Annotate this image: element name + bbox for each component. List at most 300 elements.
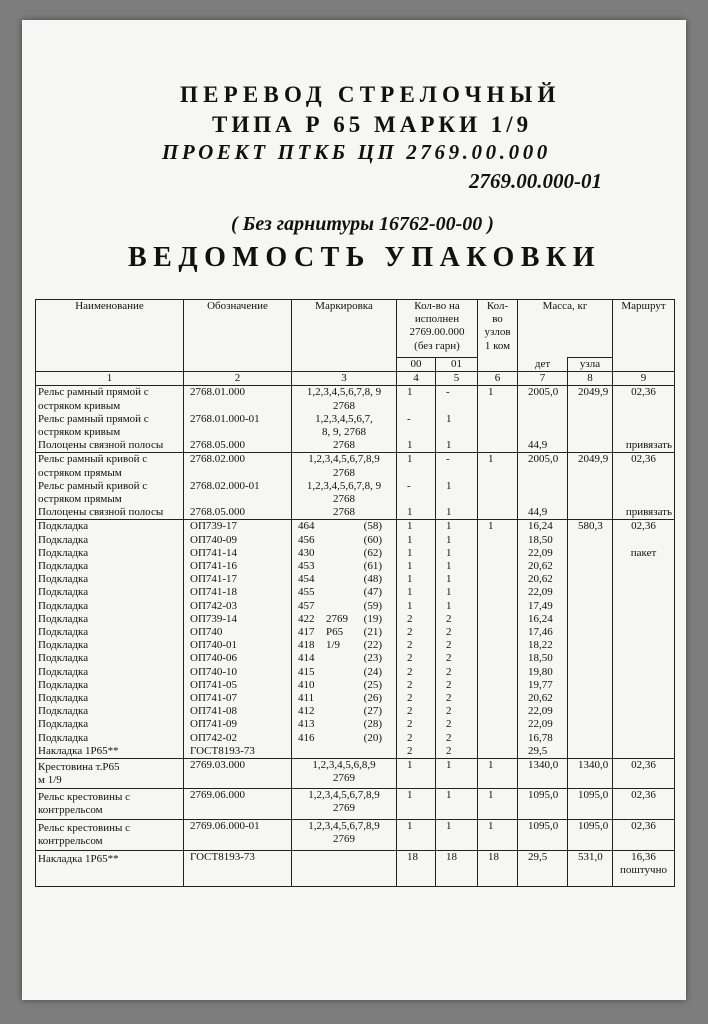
header-nodes-line: узлов	[484, 326, 511, 339]
marking-number: 430	[298, 546, 315, 559]
mass-detail-cell: 1095,0	[518, 819, 568, 850]
item-name-cell	[36, 850, 184, 886]
marking-number: 422	[298, 612, 315, 625]
qty-01-cell: 2	[436, 718, 478, 731]
marking-cell	[292, 652, 397, 665]
table-row	[36, 788, 675, 819]
qty-00-cell: 1	[397, 386, 436, 413]
qty-00-cell: 1	[397, 759, 436, 788]
table-row	[36, 718, 675, 731]
qty-00-cell: 2	[397, 732, 436, 745]
marking-number: 457	[298, 599, 315, 612]
designation-cell: 2768.02.000-01	[184, 480, 292, 506]
header-sub-node: узла	[568, 358, 613, 372]
marking-number: 416	[298, 731, 315, 744]
marking-cell	[292, 639, 397, 652]
route-cell	[613, 679, 675, 692]
mass-detail-cell: 16,24	[518, 520, 568, 534]
table-row	[36, 679, 675, 692]
item-name-cell: Подкладка	[36, 732, 184, 745]
qty-01-cell: 2	[436, 679, 478, 692]
item-name-line: Накладка 1Р65**	[38, 852, 119, 865]
mass-node-cell: 2049,9	[568, 386, 613, 413]
header-quantity-line: (без гарн)	[414, 339, 460, 352]
nodes-cell	[478, 652, 518, 665]
marking-cell	[292, 560, 397, 573]
mass-node-cell	[568, 573, 613, 586]
qty-00-cell: 1	[397, 506, 436, 520]
qty-01-cell: 18	[436, 850, 478, 886]
nodes-cell: 1	[478, 386, 518, 413]
designation-cell: ОП740-09	[184, 534, 292, 547]
designation-cell: ОП741-08	[184, 705, 292, 718]
qty-01-cell: 1	[436, 520, 478, 534]
title-line-1: ПЕРЕВОД СТРЕЛОЧНЫЙ	[180, 82, 561, 107]
marking-index: (25)	[363, 678, 382, 691]
nodes-cell: 1	[478, 788, 518, 819]
marking-number: 453	[298, 560, 315, 573]
item-name-cell: Подкладка	[36, 652, 184, 665]
route-cell	[613, 745, 675, 759]
header-nodes-line: во	[492, 313, 503, 326]
marking-cell	[292, 386, 397, 413]
mass-detail-cell: 17,49	[518, 600, 568, 613]
header-designation: Обозначение	[184, 300, 292, 372]
designation-cell: ОП741-17	[184, 573, 292, 586]
route-cell	[613, 600, 675, 613]
nodes-cell: 18	[478, 850, 518, 886]
designation-cell: 2768.01.000	[184, 386, 292, 413]
mass-detail-cell	[518, 413, 568, 439]
marking-cell	[292, 788, 397, 819]
mass-node-cell: 1095,0	[568, 819, 613, 850]
item-name-cell: Подкладка	[36, 547, 184, 560]
mass-detail-cell: 29,5	[518, 745, 568, 759]
qty-00-cell: 2	[397, 692, 436, 705]
qty-00-cell: 2	[397, 626, 436, 639]
designation-cell: ОП741-05	[184, 679, 292, 692]
qty-01-cell: 1	[436, 506, 478, 520]
marking-index: (24)	[363, 665, 382, 678]
nodes-cell	[478, 480, 518, 506]
mass-detail-cell: 18,50	[518, 652, 568, 665]
marking-index: (23)	[363, 652, 382, 665]
marking-cell	[292, 705, 397, 718]
nodes-cell	[478, 639, 518, 652]
qty-00-cell: -	[397, 480, 436, 506]
mass-node-cell: 580,3	[568, 520, 613, 534]
mass-node-cell	[568, 560, 613, 573]
marking-index: (47)	[363, 586, 382, 599]
qty-00-cell: 2	[397, 718, 436, 731]
mass-node-cell: 531,0	[568, 850, 613, 886]
item-name-cell: Подкладка	[36, 666, 184, 679]
designation-cell: 2768.05.000	[184, 439, 292, 453]
marking-line: 2768	[333, 439, 355, 452]
table-row	[36, 705, 675, 718]
table-header	[36, 300, 675, 386]
mass-node-cell	[568, 506, 613, 520]
header-nodes-line: Кол-	[486, 300, 509, 312]
item-name-cell	[36, 506, 184, 520]
mass-detail-cell: 1095,0	[518, 788, 568, 819]
qty-00-cell: 2	[397, 745, 436, 759]
marking-index: (19)	[363, 612, 382, 625]
qty-00-cell: 1	[397, 534, 436, 547]
header-quantity-line: Кол-во на	[414, 300, 460, 312]
qty-00-cell: 1	[397, 600, 436, 613]
marking-index: (27)	[363, 705, 382, 718]
column-number: 9	[613, 372, 675, 386]
marking-cell	[292, 732, 397, 745]
qty-00-cell: 2	[397, 679, 436, 692]
qty-00-cell: 2	[397, 613, 436, 626]
column-number: 7	[518, 372, 568, 386]
designation-cell: ОП739-14	[184, 613, 292, 626]
nodes-cell	[478, 413, 518, 439]
item-name-cell: Подкладка	[36, 692, 184, 705]
item-name-cell: Подкладка	[36, 520, 184, 534]
item-name-cell: Подкладка	[36, 613, 184, 626]
item-name-line: Крестовина т.Р65	[38, 761, 120, 774]
marking-line: 2768	[333, 399, 355, 412]
qty-00-cell: 18	[397, 850, 436, 886]
item-name-cell	[36, 413, 184, 439]
item-name-line: Полоцены связной полосы	[38, 439, 164, 452]
marking-number: 411	[298, 692, 315, 705]
table-row	[36, 480, 675, 506]
qty-01-cell: 1	[436, 534, 478, 547]
item-name-line: Полоцены связной полосы	[38, 506, 164, 519]
mass-detail-cell: 22,09	[518, 705, 568, 718]
qty-01-cell: 2	[436, 692, 478, 705]
mass-detail-cell: 44,9	[518, 439, 568, 453]
marking-cell	[292, 613, 397, 626]
marking-line: 1,2,3,4,5,6,8,9	[312, 759, 376, 772]
nodes-cell	[478, 613, 518, 626]
marking-cell	[292, 520, 397, 534]
marking-line: 1,2,3,4,5,6,7,8,9	[308, 819, 380, 832]
mass-detail-cell: 2005,0	[518, 386, 568, 413]
table-row	[36, 560, 675, 573]
marking-number: 455	[298, 586, 315, 599]
marking-cell	[292, 692, 397, 705]
marking-number: 410	[298, 678, 315, 691]
subtitle: ( Без гарнитуры 16762-00-00 )	[231, 213, 494, 235]
qty-00-cell: 1	[397, 520, 436, 534]
mass-node-cell	[568, 666, 613, 679]
mass-detail-cell: 2005,0	[518, 453, 568, 480]
qty-01-cell: -	[436, 386, 478, 413]
header-quantity-line: исполнен	[414, 313, 460, 326]
mass-node-cell	[568, 600, 613, 613]
mass-node-cell	[568, 413, 613, 439]
qty-00-cell: 1	[397, 453, 436, 480]
table-row	[36, 639, 675, 652]
mass-detail-cell: 18,50	[518, 534, 568, 547]
qty-00-cell: 1	[397, 819, 436, 850]
marking-index: (28)	[363, 718, 382, 731]
item-name-line: остряком кривым	[38, 399, 121, 412]
mass-node-cell	[568, 626, 613, 639]
header-name: Наименование	[36, 300, 184, 372]
marking-cell	[292, 534, 397, 547]
marking-number: 456	[298, 533, 315, 546]
qty-01-cell: 1	[436, 573, 478, 586]
marking-cell	[292, 573, 397, 586]
qty-01-cell: 1	[436, 480, 478, 506]
designation-cell: ОП740-10	[184, 666, 292, 679]
marking-code: 2769	[326, 612, 348, 625]
qty-01-cell: 2	[436, 666, 478, 679]
route-cell: 02,36	[613, 520, 675, 534]
qty-01-cell: 2	[436, 626, 478, 639]
nodes-cell	[478, 705, 518, 718]
mass-detail-cell: 22,09	[518, 718, 568, 731]
mass-detail-cell: 29,5	[518, 850, 568, 886]
qty-00-cell: 2	[397, 705, 436, 718]
table-row	[36, 692, 675, 705]
table-row	[36, 819, 675, 850]
route-cell	[613, 666, 675, 679]
route-cell: 02,36	[613, 788, 675, 819]
route-cell	[613, 586, 675, 599]
qty-01-cell: 2	[436, 732, 478, 745]
designation-cell: ГОСТ8193-73	[184, 745, 292, 759]
marking-cell	[292, 666, 397, 679]
qty-00-cell: 1	[397, 439, 436, 453]
table-row	[36, 613, 675, 626]
marking-index: (22)	[363, 639, 382, 652]
marking-index: (60)	[363, 533, 382, 546]
header-quantity-line: 2769.00.000	[409, 326, 465, 339]
qty-00-cell: 2	[397, 666, 436, 679]
column-number: 2	[184, 372, 292, 386]
qty-01-cell: 1	[436, 759, 478, 788]
item-name-cell: Подкладка	[36, 573, 184, 586]
mass-node-cell	[568, 705, 613, 718]
item-name-line: контррельсом	[38, 834, 103, 847]
table-row	[36, 573, 675, 586]
qty-00-cell: -	[397, 413, 436, 439]
nodes-cell	[478, 506, 518, 520]
qty-01-cell: 2	[436, 613, 478, 626]
designation-cell: 2768.02.000	[184, 453, 292, 480]
marking-cell	[292, 679, 397, 692]
route-cell: пакет	[613, 547, 675, 560]
item-name-cell: Подкладка	[36, 639, 184, 652]
item-name-cell: Подкладка	[36, 718, 184, 731]
nodes-cell	[478, 692, 518, 705]
item-name-cell: Подкладка	[36, 586, 184, 599]
table-row	[36, 413, 675, 439]
mass-node-cell	[568, 547, 613, 560]
nodes-cell: 1	[478, 759, 518, 788]
mass-node-cell	[568, 639, 613, 652]
mass-detail-cell: 16,78	[518, 732, 568, 745]
qty-01-cell: 2	[436, 705, 478, 718]
mass-node-cell	[568, 732, 613, 745]
marking-cell	[292, 759, 397, 788]
designation-cell: ОП739-17	[184, 520, 292, 534]
marking-cell	[292, 819, 397, 850]
table-row	[36, 453, 675, 480]
route-cell	[613, 652, 675, 665]
mass-node-cell: 1340,0	[568, 759, 613, 788]
table-row	[36, 520, 675, 534]
marking-cell	[292, 718, 397, 731]
mass-detail-cell: 20,62	[518, 692, 568, 705]
designation-cell: ОП741-09	[184, 718, 292, 731]
marking-cell	[292, 480, 397, 506]
marking-line: 2768	[333, 466, 355, 479]
item-name-cell: Накладка 1Р65**	[36, 745, 184, 759]
qty-00-cell: 1	[397, 547, 436, 560]
item-name-line: м 1/9	[38, 774, 62, 787]
nodes-cell	[478, 732, 518, 745]
marking-number: 454	[298, 573, 315, 586]
item-name-cell: Подкладка	[36, 534, 184, 547]
route-cell	[613, 573, 675, 586]
mass-detail-cell: 20,62	[518, 560, 568, 573]
qty-01-cell: 1	[436, 560, 478, 573]
item-name-cell	[36, 759, 184, 788]
marking-number: 417	[298, 626, 315, 639]
route-cell	[613, 718, 675, 731]
marking-code: 1/9	[326, 639, 341, 652]
column-number: 1	[36, 372, 184, 386]
item-name-line: остряком прямым	[38, 466, 122, 479]
mass-detail-cell: 22,09	[518, 547, 568, 560]
marking-cell	[292, 547, 397, 560]
qty-00-cell: 1	[397, 788, 436, 819]
marking-index: (26)	[363, 692, 382, 705]
marking-line: 1,2,3,4,5,6,7,8, 9	[306, 479, 382, 492]
route-cell: привязать	[613, 439, 675, 453]
mass-detail-cell: 17,46	[518, 626, 568, 639]
item-name-line: Рельс рамный кривой с	[38, 479, 148, 492]
header-sub-det: дет	[518, 358, 568, 372]
qty-01-cell: 2	[436, 639, 478, 652]
table-row	[36, 547, 675, 560]
designation-cell: ОП741-16	[184, 560, 292, 573]
marking-index: (59)	[363, 599, 382, 612]
designation-cell: ОП741-18	[184, 586, 292, 599]
designation-cell: ОП740-06	[184, 652, 292, 665]
nodes-cell: 1	[478, 520, 518, 534]
item-name-cell	[36, 480, 184, 506]
qty-00-cell: 1	[397, 586, 436, 599]
mass-node-cell	[568, 692, 613, 705]
mass-node-cell: 1095,0	[568, 788, 613, 819]
marking-cell	[292, 413, 397, 439]
table-row	[36, 534, 675, 547]
mass-node-cell	[568, 745, 613, 759]
designation-cell: 2769.06.000	[184, 788, 292, 819]
mass-node-cell: 2049,9	[568, 453, 613, 480]
mass-detail-cell: 20,62	[518, 573, 568, 586]
marking-cell	[292, 850, 397, 886]
route-cell: 02,36	[613, 386, 675, 413]
marking-line: 1,2,3,4,5,6,7,8,9	[308, 788, 380, 801]
route-cell	[613, 732, 675, 745]
nodes-cell	[478, 745, 518, 759]
marking-index: (61)	[363, 560, 382, 573]
nodes-cell	[478, 679, 518, 692]
mass-detail-cell: 1340,0	[518, 759, 568, 788]
item-name-cell	[36, 439, 184, 453]
designation-cell: ОП742-03	[184, 600, 292, 613]
marking-cell	[292, 600, 397, 613]
item-name-cell: Подкладка	[36, 560, 184, 573]
item-name-line: остряком прямым	[38, 493, 122, 506]
mass-detail-cell	[518, 480, 568, 506]
marking-cell	[292, 453, 397, 480]
qty-01-cell: 1	[436, 788, 478, 819]
mass-node-cell	[568, 480, 613, 506]
table-row	[36, 745, 675, 759]
qty-01-cell: 2	[436, 652, 478, 665]
designation-cell: ОП741-07	[184, 692, 292, 705]
table-row	[36, 439, 675, 453]
nodes-cell	[478, 573, 518, 586]
qty-01-cell: 1	[436, 439, 478, 453]
nodes-cell	[478, 560, 518, 573]
marking-line: 8, 9, 2768	[322, 426, 366, 439]
item-name-cell: Подкладка	[36, 679, 184, 692]
header-route: Маршрут	[613, 300, 675, 372]
route-cell	[613, 692, 675, 705]
nodes-cell	[478, 534, 518, 547]
item-name-line: остряком кривым	[38, 426, 121, 439]
header-sub-00: 00	[397, 358, 436, 372]
marking-line: 1,2,3,4,5,6,7,	[315, 412, 373, 425]
designation-cell: ОП742-02	[184, 732, 292, 745]
mass-node-cell	[568, 613, 613, 626]
column-number: 5	[436, 372, 478, 386]
column-number: 4	[397, 372, 436, 386]
mass-node-cell	[568, 718, 613, 731]
marking-number: 418	[298, 639, 315, 652]
designation-cell: ОП740	[184, 626, 292, 639]
header-nodes	[478, 300, 518, 372]
qty-00-cell: 1	[397, 560, 436, 573]
designation-cell: 2769.06.000-01	[184, 819, 292, 850]
qty-01-cell: 1	[436, 413, 478, 439]
mass-detail-cell: 19,77	[518, 679, 568, 692]
marking-line: 2768	[333, 506, 355, 519]
table-row	[36, 586, 675, 599]
designation-cell: 2769.03.000	[184, 759, 292, 788]
item-name-cell: Подкладка	[36, 705, 184, 718]
mass-node-cell	[568, 652, 613, 665]
title-line-2: ТИПА Р 65 МАРКИ 1/9	[212, 112, 533, 137]
nodes-cell: 1	[478, 453, 518, 480]
project-line-2: 2769.00.000-01	[469, 169, 602, 193]
header-nodes-line: 1 ком	[484, 339, 511, 352]
table-row	[36, 850, 675, 886]
header-sub-01: 01	[436, 358, 478, 372]
nodes-cell	[478, 439, 518, 453]
table-row	[36, 600, 675, 613]
marking-line: 1,2,3,4,5,6,7,8, 9	[306, 386, 382, 399]
item-name-line: Рельс крестовины с	[38, 821, 131, 834]
route-cell: 02,36	[613, 819, 675, 850]
designation-cell: ГОСТ8193-73	[184, 850, 292, 886]
table-row	[36, 732, 675, 745]
marking-cell	[292, 506, 397, 520]
designation-cell: 2768.01.000-01	[184, 413, 292, 439]
